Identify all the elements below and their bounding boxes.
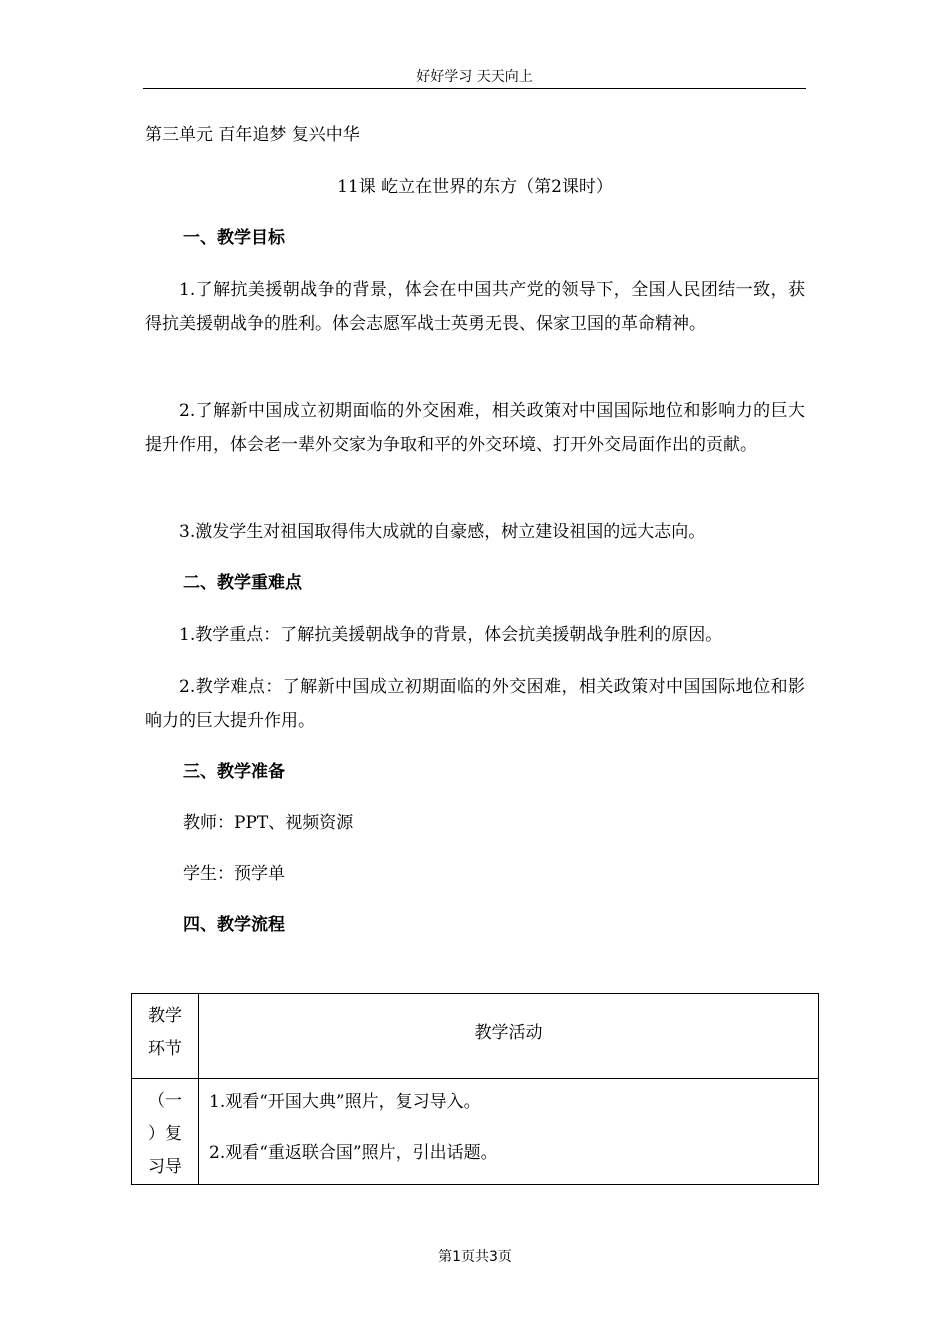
goal-item-3: 3.激发学生对祖国取得伟大成就的自豪感，树立建设祖国的远大志向。 <box>179 522 706 542</box>
activity-item-1: 1.观看“开国大典”照片，复习导入。 <box>209 1092 481 1112</box>
unit-title: 第三单元 百年追梦 复兴中华 <box>145 125 360 145</box>
stage-header-line-1: 教学 <box>148 1006 182 1026</box>
process-heading: 四、教学流程 <box>183 915 285 935</box>
goal-item-2: 2.了解新中国成立初期面临的外交困难，相关政策对中国国际地位和影响力的巨大提升作用，体会老一辈外交家为争取和平的外交环境、打开外交局面作出的贡献。 <box>145 401 805 455</box>
stage-header-line-2: 环节 <box>148 1039 182 1059</box>
key-points-heading: 二、教学重难点 <box>183 573 302 593</box>
activity-cell <box>199 1079 819 1185</box>
stage-cell <box>132 1079 199 1185</box>
stage-line-2: ）复 <box>148 1124 182 1144</box>
activity-item-2: 2.观看“重返联合国”照片，引出话题。 <box>209 1143 498 1163</box>
preparation-heading: 三、教学准备 <box>183 762 285 782</box>
teaching-process-table <box>131 993 819 1185</box>
page-header: 好好学习 天天向上 <box>416 69 533 85</box>
page-footer: 第1页共3页 <box>438 1249 512 1265</box>
activity-header-cell: 教学活动 <box>199 994 819 1079</box>
lesson-title: 11课 屹立在世界的东方（第2课时） <box>337 177 613 197</box>
preparation-student: 学生：预学单 <box>183 864 285 884</box>
goal-item-1: 1.了解抗美援朝战争的背景，体会在中国共产党的领导下，全国人民团结一致，获得抗美援朝战争的胜利。体会志愿军战士英勇无畏、保家卫国的革命精神。 <box>145 280 805 334</box>
stage-line-3: 习导 <box>148 1157 182 1177</box>
header-divider <box>143 88 806 89</box>
stage-header-cell <box>132 994 199 1079</box>
key-point-item-1: 1.教学重点：了解抗美援朝战争的背景，体会抗美援朝战争胜利的原因。 <box>179 625 723 645</box>
goals-heading: 一、教学目标 <box>183 228 285 248</box>
stage-line-1: （一 <box>148 1091 182 1111</box>
key-point-item-2: 2.教学难点：了解新中国成立初期面临的外交困难，相关政策对中国国际地位和影响力的巨大提升作用。 <box>145 677 805 731</box>
preparation-teacher: 教师：PPT、视频资源 <box>183 813 354 833</box>
table-header-row <box>132 994 819 1079</box>
table-row <box>132 1079 819 1185</box>
